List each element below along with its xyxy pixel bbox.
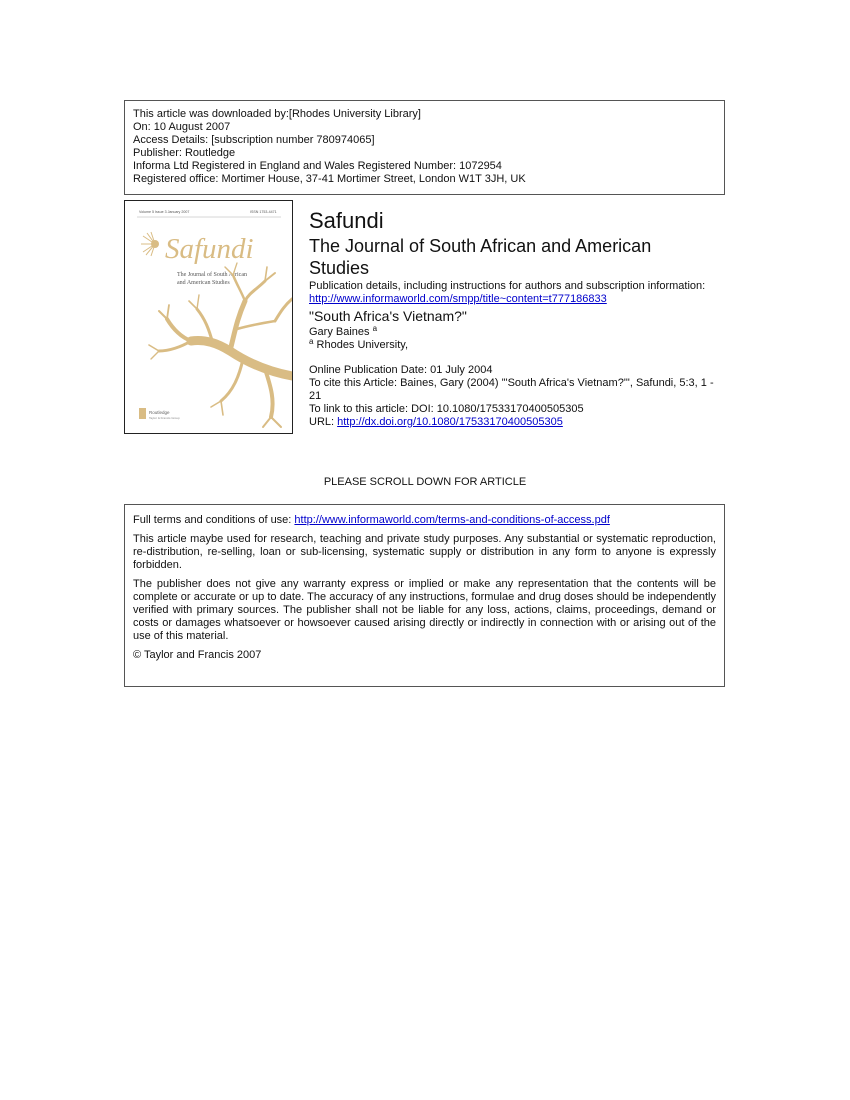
terms-box bbox=[124, 504, 725, 687]
citation-line: 21 bbox=[309, 390, 322, 402]
copyright-notice: © Taylor and Francis 2007 bbox=[133, 649, 262, 661]
download-line: On: 10 August 2007 bbox=[133, 121, 231, 133]
usage-paragraph: This article maybe used for research, teaching and private study purposes. Any substantial or systematic reproduction, re-distribution, re-selling, loan or sub-licensing, systematic supply or distribution in any form to anyone is expressly forbidden. bbox=[133, 533, 716, 571]
download-line: Informa Ltd Registered in England and Wales Registered Number: 1072954 bbox=[133, 160, 502, 172]
affiliation-marker: a bbox=[309, 337, 314, 346]
terms-link[interactable]: http://www.informaworld.com/terms-and-conditions-of-access.pdf bbox=[294, 514, 610, 526]
download-line: This article was downloaded by:[Rhodes University Library] bbox=[133, 108, 421, 120]
journal-info-link[interactable]: http://www.informaworld.com/smpp/title~content=t777186833 bbox=[309, 293, 607, 305]
routledge-logo-icon bbox=[139, 408, 180, 420]
download-line: Registered office: Mortimer House, 37-41 Mortimer Street, London W1T 3JH, UK bbox=[133, 173, 526, 185]
download-line: Access Details: [subscription number 780974065] bbox=[133, 134, 375, 146]
cover-volume-line: Volume 5 Issue 3 January 2007 bbox=[139, 210, 190, 214]
affiliation-line bbox=[309, 339, 725, 352]
scroll-notice: PLEASE SCROLL DOWN FOR ARTICLE bbox=[323, 476, 527, 488]
cover-subtitle: The Journal of South African bbox=[177, 272, 247, 278]
publication-details bbox=[309, 208, 725, 429]
cover-issn: ISSN 1753-4471 bbox=[250, 210, 277, 214]
journal-title: Safundi bbox=[309, 208, 384, 233]
download-line: Publisher: Routledge bbox=[133, 147, 236, 159]
author-affiliation-marker: a bbox=[372, 324, 378, 333]
journal-subtitle-line-1: The Journal of South African and American bbox=[309, 236, 652, 256]
doi-url-link[interactable]: http://dx.doi.org/10.1080/17533170400505305 bbox=[337, 416, 563, 428]
tree-branches-illustration bbox=[149, 263, 292, 427]
url-label: URL: bbox=[309, 416, 338, 428]
online-publication-date: Online Publication Date: 01 July 2004 bbox=[309, 364, 493, 376]
sunburst-emblem-icon bbox=[141, 232, 159, 256]
doi-line: To link to this article: DOI: 10.1080/17533170400505305 bbox=[309, 403, 584, 415]
citation-line: To cite this Article: Baines, Gary (2004) '"South Africa's Vietnam?"', Safundi, 5:3, 1 - bbox=[309, 377, 714, 389]
affiliation-name: Rhodes University, bbox=[316, 339, 409, 351]
terms-line bbox=[133, 514, 716, 527]
cover-subtitle: and American Studies bbox=[177, 280, 230, 286]
publication-details-text: Publication details, including instructions for authors and subscription information: bbox=[309, 280, 706, 292]
journal-subtitle-line-2: Studies bbox=[309, 258, 370, 278]
terms-label: Full terms and conditions of use: bbox=[133, 514, 295, 526]
author-line bbox=[309, 326, 725, 339]
journal-cover-image bbox=[124, 200, 293, 434]
url-line bbox=[309, 416, 725, 429]
cover-publisher-sub: Taylor & Francis Group bbox=[149, 416, 180, 420]
disclaimer-paragraph: The publisher does not give any warranty express or implied or make any representation that the contents will be complete or accurate or up to date. The accuracy of any instructions, formulae and drug doses should be independently verified with primary sources. The publisher shall not be liable for any loss, actions, claims, proceedings, demand or costs or damages whatsoever or howsoever caused arising directly or indirectly in connection with or arising out of the use of this material. bbox=[133, 578, 716, 642]
author-name: Gary Baines bbox=[309, 326, 370, 338]
article-title: "South Africa's Vietnam?" bbox=[309, 308, 467, 324]
cover-logo: Safundi bbox=[165, 233, 254, 265]
download-info-box bbox=[124, 100, 725, 195]
cover-publisher: Routledge bbox=[149, 410, 170, 415]
